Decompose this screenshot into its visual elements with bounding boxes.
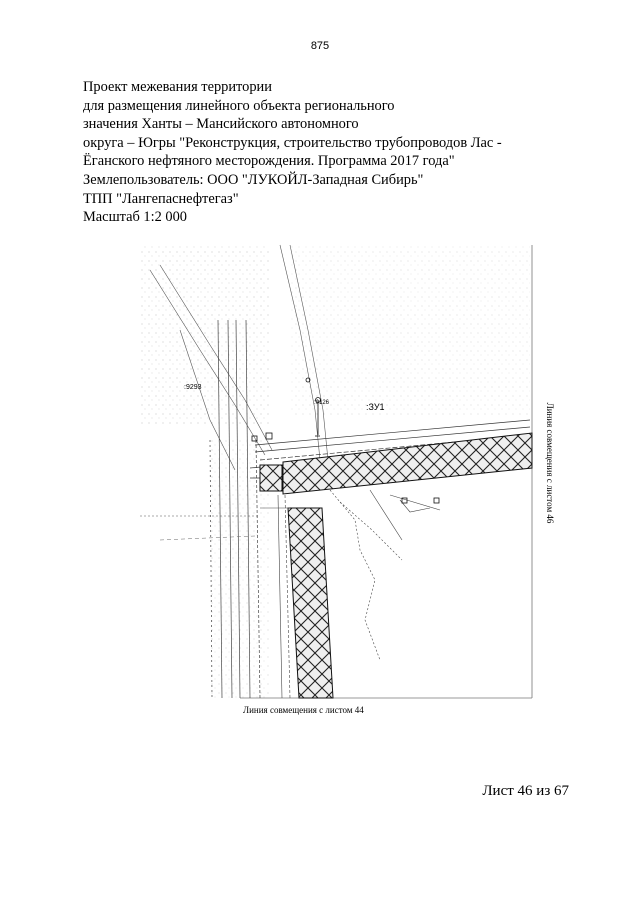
hatched-strip-horizontal: [283, 433, 532, 494]
title-line: для размещения линейного объекта регионального: [83, 97, 395, 114]
sheet-number: Лист 46 из 67: [482, 783, 569, 799]
terrain-lines: [260, 490, 440, 698]
parcel-label-zu1: :ЗУ1: [366, 402, 385, 412]
title-line: Проект межевания территории: [83, 79, 272, 95]
point-label-0126: :0126: [314, 400, 330, 406]
title-line: округа – Югры "Реконструкция, строительство трубопроводов Лас -: [83, 134, 502, 151]
title-line: значения Ханты – Мансийского автономного: [83, 116, 359, 133]
hatched-strip-vertical: [288, 508, 333, 698]
bottom-edge-caption: Линия совмещения с листом 44: [243, 705, 364, 715]
page-number: 875: [310, 40, 330, 52]
terrain-dots: [290, 245, 530, 415]
terrain-dots: [140, 245, 270, 425]
survey-map: [140, 240, 550, 710]
junction-box: [260, 465, 282, 491]
scale-line: Масштаб 1:2 000: [83, 209, 187, 226]
landowner-line: Землепользователь: ООО "ЛУКОЙЛ-Западная Сибирь": [83, 171, 424, 188]
title-block: [83, 78, 563, 227]
right-edge-caption: [540, 383, 560, 543]
tpp-line: ТПП "Лангепаснефтегаз": [83, 190, 239, 207]
right-edge-caption-text: Линия совмещения с листом 46: [545, 402, 555, 524]
parcel-label-9293: :9293: [184, 384, 202, 391]
title-line: Ёганского нефтяного месторождения. Программа 2017 года": [83, 153, 455, 170]
